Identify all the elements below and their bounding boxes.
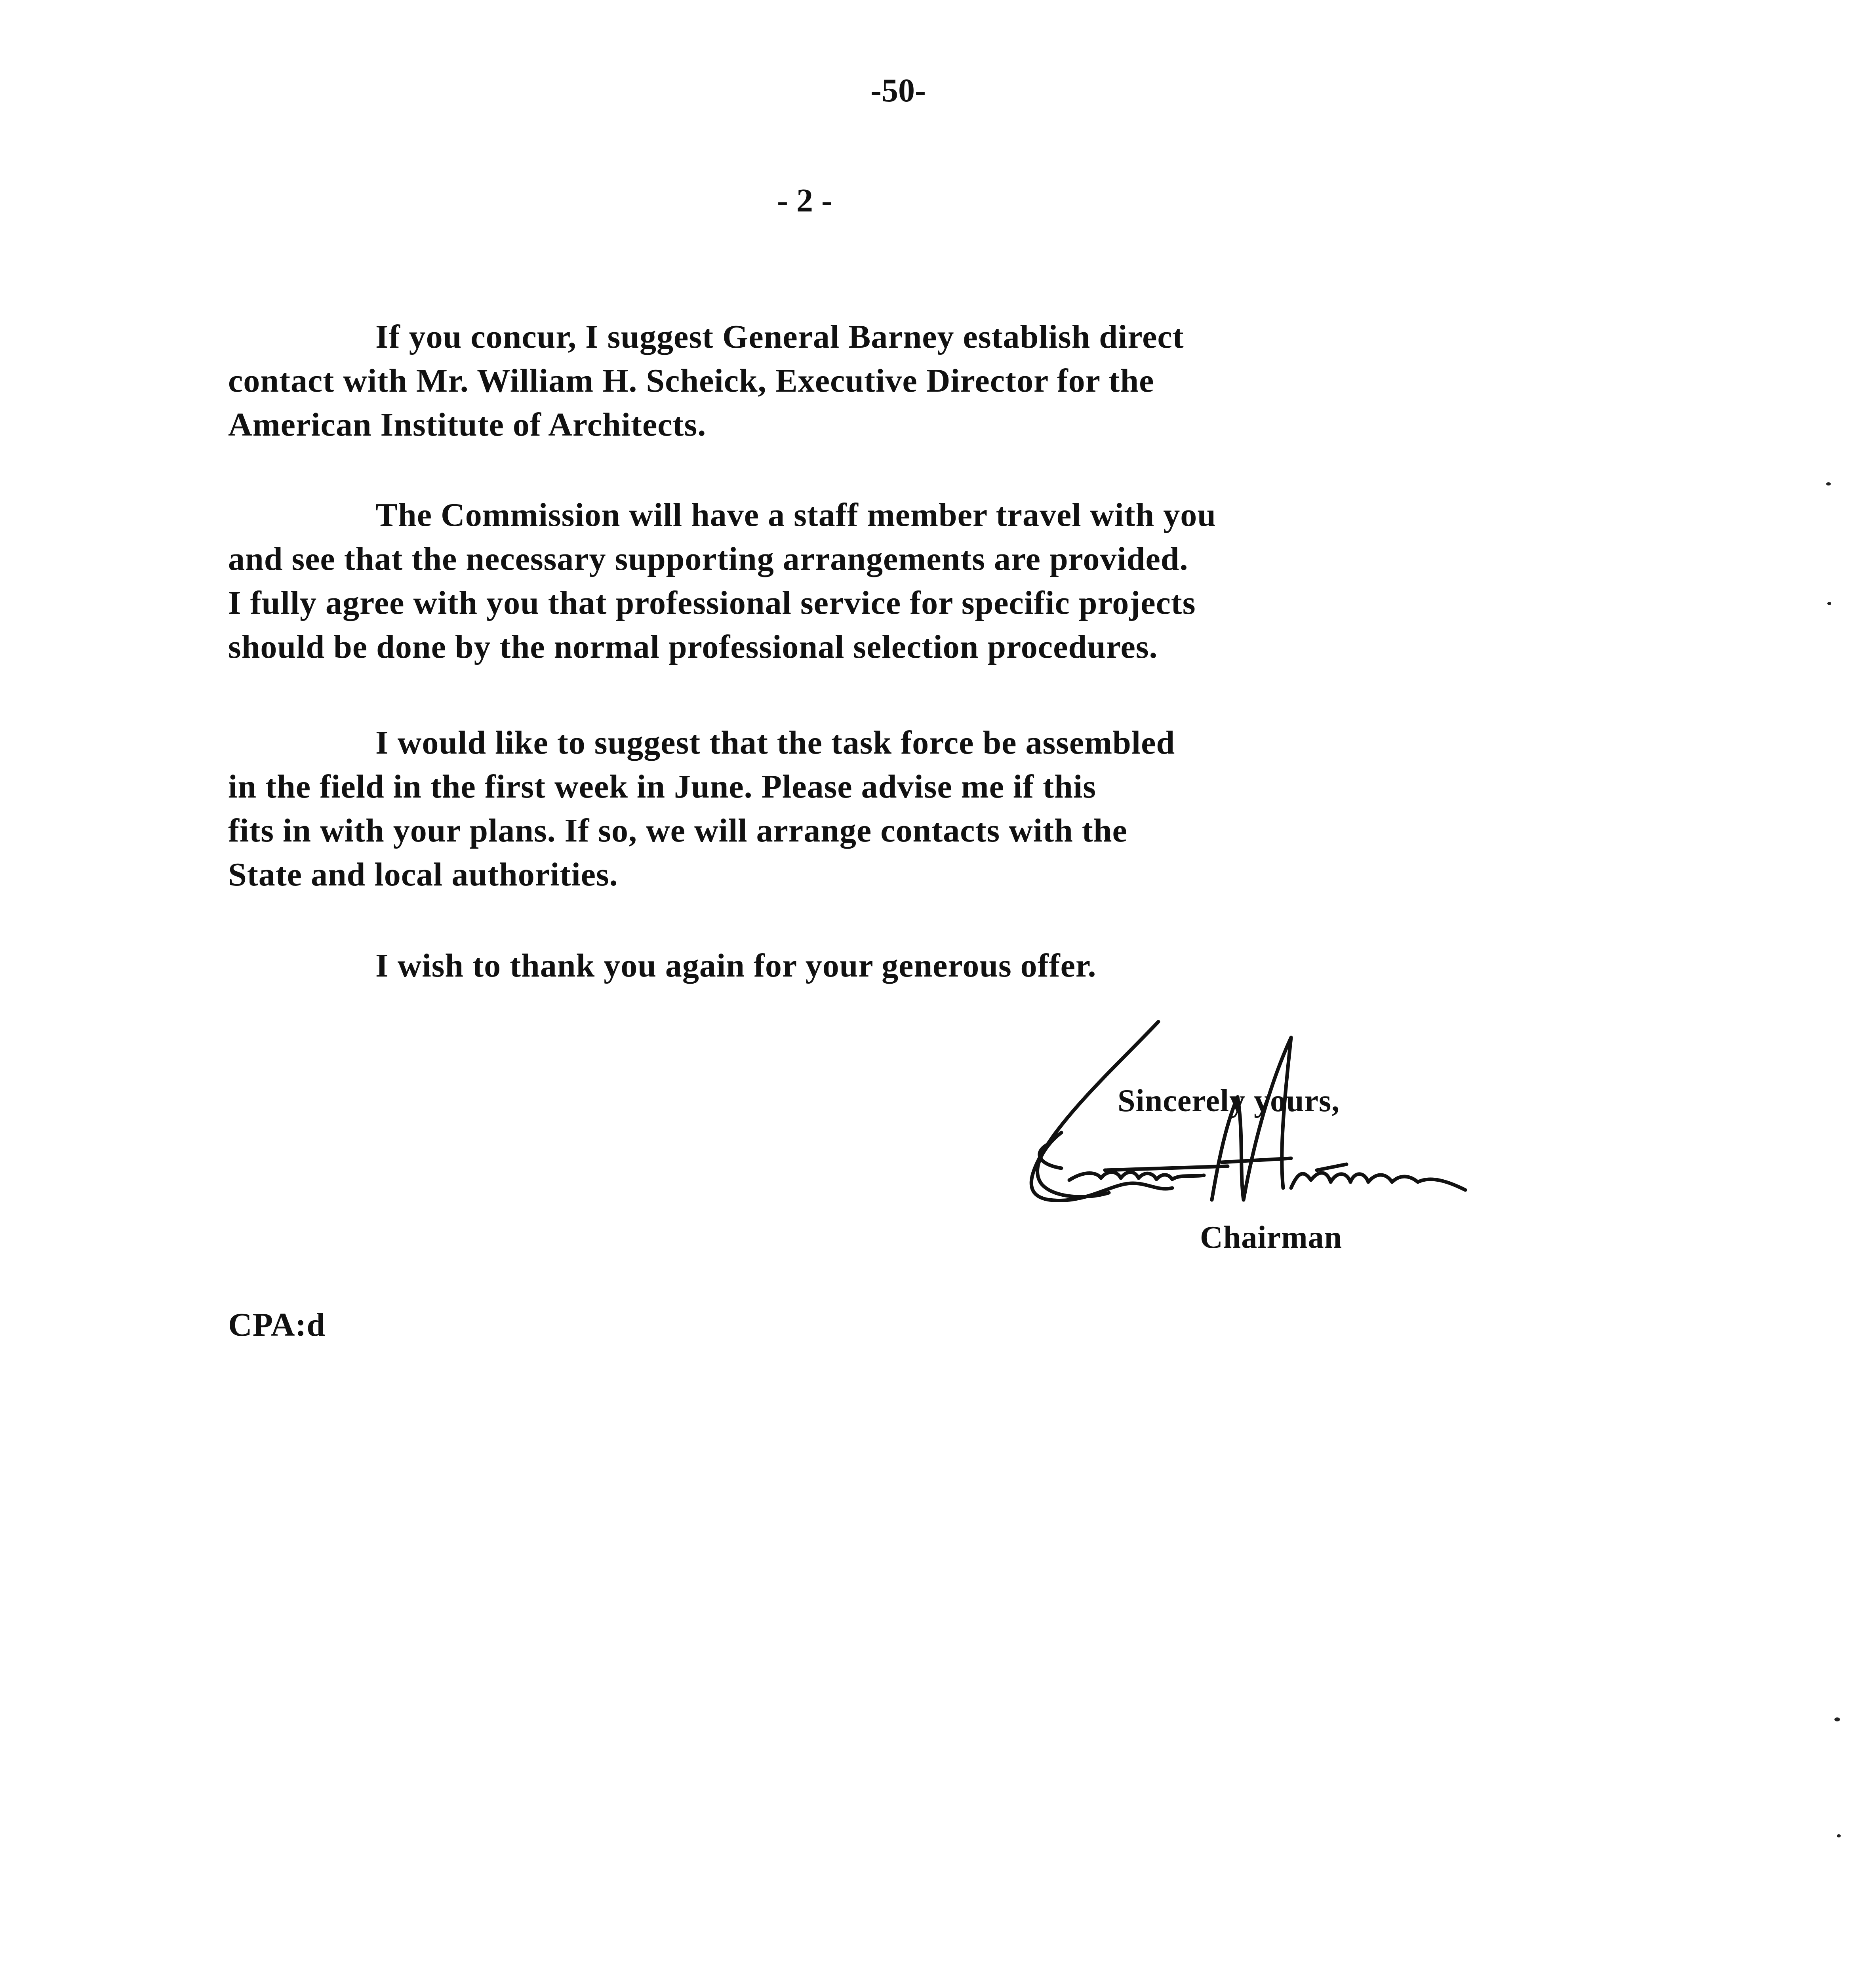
scan-speck	[1834, 1717, 1840, 1721]
paragraph-line: I would like to suggest that the task force be assembled	[375, 724, 1175, 761]
paragraph-line: contact with Mr. William H. Scheick, Executive Director for the	[228, 362, 1154, 399]
paragraph-line: should be done by the normal professional selection procedures.	[228, 628, 1158, 665]
top-page-number: -50-	[870, 72, 926, 109]
paragraph-3	[228, 721, 1614, 897]
paragraph-4	[228, 944, 1614, 988]
paragraph-line: and see that the necessary supporting arrangements are provided.	[228, 541, 1188, 577]
scan-speck	[1837, 1834, 1841, 1837]
scan-speck	[1827, 602, 1831, 605]
paragraph-line: The Commission will have a staff member travel with you	[375, 497, 1216, 533]
typist-initials: CPA:d	[228, 1306, 326, 1343]
closing-text: Sincerely yours,	[1118, 1083, 1340, 1118]
handwritten-signature	[1006, 1014, 1671, 1236]
paragraph-2	[228, 493, 1614, 669]
paragraph-line: If you concur, I suggest General Barney establish direct	[375, 318, 1184, 355]
signer-title: Chairman	[1200, 1220, 1343, 1255]
page-number: - 2 -	[777, 182, 832, 219]
paragraph-line: in the field in the first week in June. Please advise me if this	[228, 768, 1096, 805]
paragraph-line: I fully agree with you that professional service for specific projects	[228, 584, 1196, 621]
paragraph-line: State and local authorities.	[228, 856, 618, 893]
paragraph-1	[228, 315, 1614, 447]
paragraph-line: I wish to thank you again for your generous offer.	[375, 947, 1097, 984]
paragraph-line: fits in with your plans. If so, we will arrange contacts with the	[228, 812, 1128, 849]
scan-speck	[1826, 482, 1831, 485]
paragraph-line: American Institute of Architects.	[228, 406, 707, 443]
